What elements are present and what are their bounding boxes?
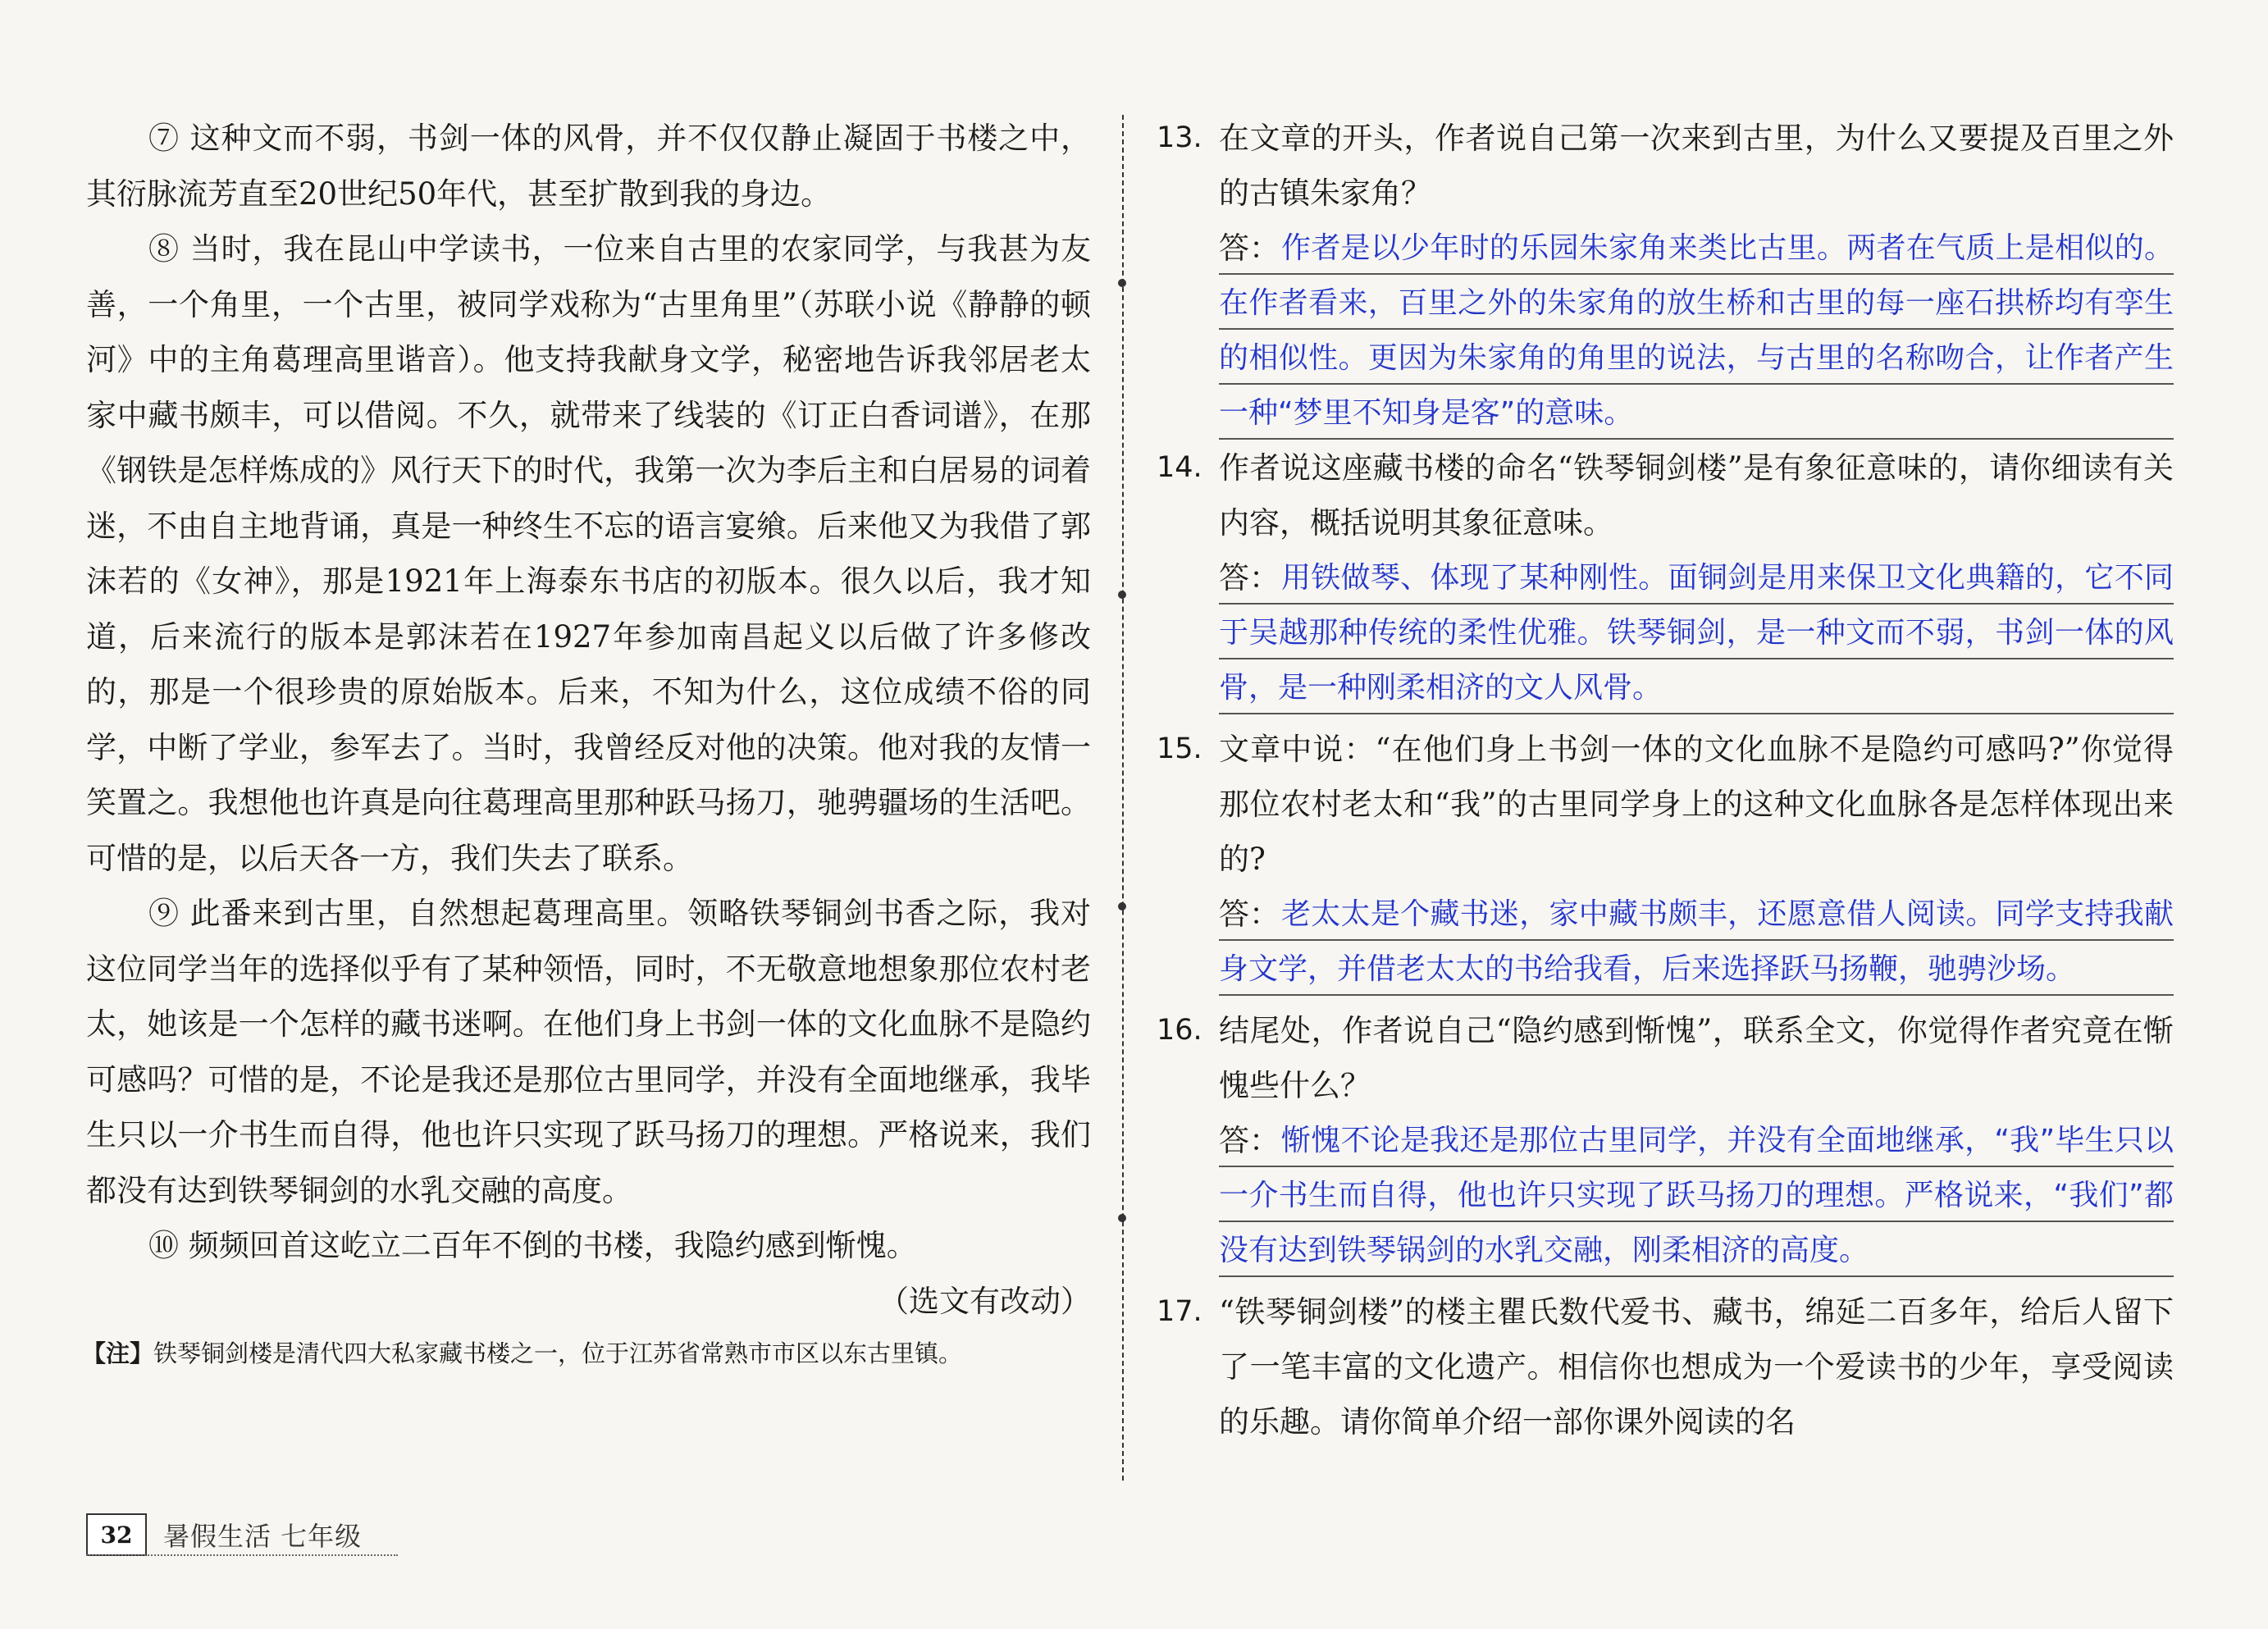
questions-column xyxy=(1157,111,2174,1449)
divider-dot xyxy=(1118,1214,1126,1222)
footnote xyxy=(82,1337,1091,1370)
reading-passage xyxy=(82,111,1091,1370)
paragraph-8: ⑧ 当时，我在昆山中学读书，一位来自古里的农家同学，与我甚为友善，一个角里，一个古里，被同学戏称为“古里角里”（苏联小说《静静的顿河》中的主角葛理高里谐音）。他支持我献身文学，秘密地告诉我邻居老太家中藏书颇丰，可以借阅。不久，就带来了线装的《订正白香词谱》，在那《钢铁是怎样炼成的》风行天下的时代，我第一次为李后主和白居易的词着迷，不由自主地背诵，真是一种终生不忘的语言宴飨。后来他又为我借了郭沫若的《女神》，那是1921年上海泰东书店的初版本。很久以后，我才知道，后来流行的版本是郭沫若在1927年参加南昌起义以后做了许多修改的，那是一个很珍贵的原始版本。后来，不知为什么，这位成绩不俗的同学，中断了学业，参军去了。当时，我曾经反对他的决策。他对我的友情一笑置之。我想他也许真是向往葛理高里那种跃马扬刀，驰骋疆场的生活吧。可惜的是，以后天各一方，我们失去了联系。 xyxy=(86,231,1091,876)
divider-dot xyxy=(1118,591,1126,599)
question-text: 作者说这座藏书楼的命名“铁琴铜剑楼”是有象征意味的，请你细读有关内容，概括说明其象征意味。 xyxy=(1219,450,2174,541)
book-title: 暑假生活 七年级 xyxy=(163,1521,363,1552)
column-divider xyxy=(1122,115,1124,1481)
source-note: （选文有改动） xyxy=(878,1283,1091,1319)
question-text: 文章中说：“在他们身上书剑一体的文化血脉不是隐约可感吗?”你觉得那位农村老太和“我”的古里同学身上的这种文化血脉各是怎样体现出来的? xyxy=(1219,732,2174,877)
answer-label: 答： xyxy=(1219,230,1280,266)
answer-area[interactable] xyxy=(1219,887,2174,997)
question-number: 13. xyxy=(1157,121,1202,154)
question-text: 结尾处，作者说自己“隐约感到惭愧”，联系全文，你觉得作者究竟在惭愧些什么？ xyxy=(1219,1013,2174,1103)
paragraph-9: ⑨ 此番来到古里，自然想起葛理高里。领略铁琴铜剑书香之际，我对这位同学当年的选择似乎有了某种领悟，同时，不无敬意地想象那位农村老太，她该是一个怎样的藏书迷啊。在他们身上书剑一体的文化血脉不是隐约可感吗？可惜的是，不论是我还是那位古里同学，并没有全面地继承，我毕生只以一介书生而自得，他也许只实现了跃马扬刀的理想。严格说来，我们都没有达到铁琴铜剑的水乳交融的高度。 xyxy=(86,896,1091,1208)
question-15 xyxy=(1157,722,2174,997)
divider-dot xyxy=(1118,902,1126,910)
question-13 xyxy=(1157,111,2174,440)
answer-label: 答： xyxy=(1219,1123,1280,1158)
question-text: 在文章的开头，作者说自己第一次来到古里，为什么又要提及百里之外的古镇朱家角？ xyxy=(1219,121,2174,211)
answer-label: 答： xyxy=(1219,560,1280,595)
handwritten-answer: 用铁做琴、体现了某种刚性。面铜剑是用来保卫文化典籍的，它不同于吴越那种传统的柔性优雅。铁琴铜剑，是一种文而不弱，书剑一体的风骨，是一种刚柔相济的文人风骨。 xyxy=(1219,561,2174,705)
footnote-tag: 【注】 xyxy=(82,1339,154,1367)
handwritten-answer: 老太太是个藏书迷，家中藏书颇丰，还愿意借人阅读。同学支持我献身文学，并借老太太的书给我看，后来选择跃马扬鞭，驰骋沙场。 xyxy=(1219,897,2174,986)
answer-label: 答： xyxy=(1219,897,1280,932)
footer-rule xyxy=(86,1554,398,1556)
question-number: 17. xyxy=(1157,1295,1202,1328)
paragraph-7: ⑦ 这种文而不弱，书剑一体的风骨，并不仅仅静止凝固于书楼之中，其衍脉流芳直至20世纪50年代，甚至扩散到我的身边。 xyxy=(86,121,1091,212)
paragraph-10: ⑩ 频频回首这屹立二百年不倒的书楼，我隐约感到惭愧。 xyxy=(148,1228,917,1263)
divider-dot xyxy=(1118,279,1126,287)
handwritten-answer: 作者是以少年时的乐园朱家角来类比古里。两者在气质上是相似的。在作者看来，百里之外的朱家角的放生桥和古里的每一座石拱桥均有孪生的相似性。更因为朱家角的角里的说法，与古里的名称吻合，让作者产生一种“梦里不知身是客”的意味。 xyxy=(1219,231,2174,430)
question-number: 14. xyxy=(1157,451,1202,484)
answer-area[interactable] xyxy=(1219,550,2174,715)
answer-area[interactable] xyxy=(1219,1113,2174,1278)
question-17 xyxy=(1157,1284,2174,1449)
question-number: 15. xyxy=(1157,732,1202,765)
answer-area[interactable] xyxy=(1219,221,2174,440)
footnote-text: 铁琴铜剑楼是清代四大私家藏书楼之一，位于江苏省常熟市市区以东古里镇。 xyxy=(153,1339,963,1367)
handwritten-answer: 惭愧不论是我还是那位古里同学，并没有全面地继承，“我”毕生只以一介书生而自得，他也许只实现了跃马扬刀的理想。严格说来，“我们”都没有达到铁琴锅剑的水乳交融，刚柔相济的高度。 xyxy=(1219,1124,2174,1267)
question-16 xyxy=(1157,1003,2174,1278)
question-text: “铁琴铜剑楼”的楼主瞿氏数代爱书、藏书，绵延二百多年，给后人留下了一笔丰富的文化遗产。相信你也想成为一个爱读书的少年，享受阅读的乐趣。请你简单介绍一部你课外阅读的名 xyxy=(1219,1294,2174,1440)
page-number: 32 xyxy=(86,1513,147,1556)
page-footer xyxy=(86,1513,362,1556)
question-14 xyxy=(1157,440,2174,715)
question-number: 16. xyxy=(1157,1014,1202,1047)
